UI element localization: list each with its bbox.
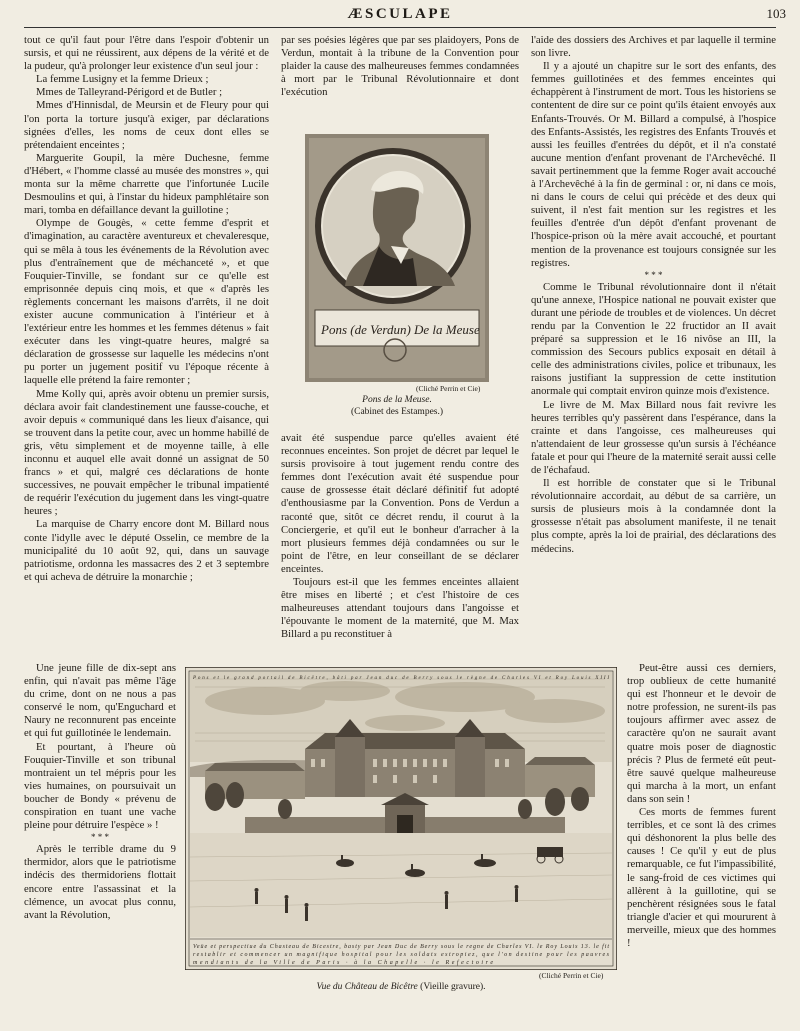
engraving-credit: (Cliché Perrin et Cie) bbox=[539, 971, 604, 980]
bicetre-engraving bbox=[185, 667, 617, 970]
paragraph: tout ce qu'il faut pour l'être dans l'espoir d'obtenir un sursis, et qui ne réussirent, aux dépens de la vérité et de la pudeur, qu'à prolonger leur existence d'un seul jour : bbox=[24, 34, 269, 73]
paragraph: Mme Kolly qui, après avoir obtenu un premier sursis, déclara avoir fait clandestinement une fausse-couche, et avoir depuis « communiqué dans les lieux d'aisance, qui se trouvent dans la petite cour, avec un homme habillé de gris, vêtu simplement et de moyenne taille, à elle inconnu et auquel elle avait donné un assignat de 50 francs » et qui, malgré ces déclarations de honte successives, ne pouvait empêcher le tribunal impatienté de requérir l'exécution du jugement dans les vingt-quatre heures ; bbox=[24, 387, 270, 518]
paragraph: Mmes de Talleyrand-Périgord et de Butler ; bbox=[36, 86, 223, 99]
portrait-engraving bbox=[305, 134, 489, 382]
paragraph: par ses poésies légères que par ses plaidoyers, Pons de Verdun, montait à la tribune de la Convention pour plaider la cause des malheureuses femmes condamnées à mort par le Tribunal Révolutionnaire et dont l'exécution bbox=[281, 34, 519, 99]
paragraph: Il est horrible de constater que si le Tribunal révolutionnaire accordait, au début de sa carrière, un sursis de plusieurs mois à la condamnée dont la grossesse n'était pas absolument manifeste, il ne tenait plus compte, après la loi de prairial, des déclarations des médecins. bbox=[531, 477, 776, 555]
column-2-top bbox=[281, 34, 519, 99]
portrait-caption-title: Pons de la Meuse. bbox=[362, 395, 432, 405]
column-3 bbox=[531, 34, 776, 556]
paragraph: Après le terrible drame du 9 thermidor, alors que le patriotisme indécis des thermidoriens flottait encore entre l'assassinat et la clémence, un avocat plus connu, avant la Révolution, bbox=[24, 843, 176, 921]
journal-title: ÆSCULAPE bbox=[347, 6, 453, 22]
engraving-caption-title: Vue du Château de Bicêtre bbox=[316, 982, 418, 992]
paragraph: Une jeune fille de dix-sept ans enfin, qui n'avait pas même l'âge du crime, dont on ne nous a pas conservé le nom, qu'Enguchard et Naury ne reconnurent pas enceinte et qui fut guillotinée le lendemain. bbox=[24, 662, 176, 740]
engraving-top-inscription: Pons et le grand portail de Bicêtre, bâti par Jean duc de Berry sous le règne de Charles VI et Roy Louis XIII bbox=[193, 676, 609, 681]
paragraph: Il y a ajouté un chapitre sur le sort des enfants, des femmes guillotinées et des femmes enceintes qui échappèrent à l'instrument de mort. Tous les historiens se contentent de dire sur ce point qu'ils étaient envoyés aux Enfants-Trouvés. Or M. Billard a compulsé, à l'hospice des Enfants-Assistés, les registres des Enfants Trouvés et aussi les feuilles d'entrées du dépôt, et il n'a constaté aucune mention d'enfant provenant de l'Archevêché. Il savait pertinemment que la femme Roger avait accouché à l'Archevêché à la fin de germinal : or, ni dans ce mois, ni dans le cours de celui qui précède et des deux qui suivent, il n'est fait mention sur les registres et les feuilles d'entrée d'un dépôt d'enfant provenant de l'hospice-prison où la mère avait accouché, et pourtant mention de la provenance est toujours consignée sur les registres. bbox=[531, 60, 776, 269]
paragraph: Toujours est-il que les femmes enceintes allaient être mises en liberté ; et c'est l'histoire de ces malheureuses attendant toujours dans l'angoisse et l'épouvante le moment de la maternité, que M. Max Billard a pu reconstituer à bbox=[281, 576, 519, 641]
paragraph: avait été suspendue parce qu'elles avaient été reconnues enceintes. Son projet de décret par lequel le sursis provisoire à tout jugement rendu contre des femmes dont l'exécution avait été suspendue pour cause de grossesse était déclaré définitif fut adopté d'enthousiasme par la Convention. Pons de Verdun a raconté que, sitôt ce décret rendu, il courut à la Conciergerie, et qu'il eut le bonheur d'arracher à la mort plusieurs femmes déjà condamnées ou sur le point de l'être, en leur conseillant de se déclarer enceintes. bbox=[281, 432, 519, 575]
paragraph: Olympe de Gougès, « cette femme d'esprit et d'imagination, au caractère aventureux et chevaleresque, qui se mêla à tous les événements de la Révolution avec plus d'entraînement que de méchanceté », et que Fouquier-Tinville, se fondant sur ce qu'elle est emprisonnée depuis cinq mois, et que « d'après les règlements concernant les maisons d'arrêts, il ne doit exister aucune communication à l'intérieur et à l'extérieur entre les hommes et les femmes détenus » fait exécuter dans les vingt-quatre heures, malgré sa déclaration de grossesse sur laquelle les médecins n'ont pu porter un jugement positif vu l'époque récente à laquelle elle prétend la faire remonter ; bbox=[24, 217, 269, 387]
portrait-caption-source: (Cabinet des Estampes.) bbox=[350, 407, 444, 417]
paragraph: Ces morts de femmes furent terribles, et ce sont là des crimes qui déshonorent la plus belle des causes ! Ce qu'il y eut de plus remarquable, ce fut l'impassibilité, le sang-froid de ces victimes qui allèrent à la guillotine, qui se penchèrent résignées sous le fatal triangle d'acier et qui moururent à merveille, mieux que des hommes ! bbox=[627, 806, 776, 949]
paragraph: l'aide des dossiers des Archives et par laquelle il termine son livre. bbox=[531, 34, 776, 60]
name-plate bbox=[315, 310, 480, 346]
column-1-narrow bbox=[24, 662, 176, 922]
engraving-caption bbox=[185, 981, 617, 993]
portrait-medallion bbox=[315, 148, 471, 304]
paragraph: La femme Lusigny et la femme Drieux ; bbox=[36, 73, 209, 86]
engraving-caption-suffix: (Vieille gravure). bbox=[420, 982, 486, 992]
paragraph: Peut-être aussi ces derniers, trop oublieux de cette humanité qui est l'honneur et le devoir de notre profession, ne surent-ils pas toujours affirmer avec assez de caractère qu'on ne saurait avant quatre mois poser de diagnostic précis ? Plus de fermeté eût peut-être sauvé quelque malheureuse qui marcha à la mort, un enfant dans son sein ! bbox=[627, 662, 776, 805]
engraving-inscription-line-3: mendiants de la Ville de Paris · à la Chapelle · le Refectoire bbox=[193, 960, 494, 966]
paragraph: La marquise de Charry encore dont M. Billard nous conte l'idylle avec le député Osselin, ce membre de la municipalité du 10 août 92, qui, dans un sauvage patriotisme, ordonna les massacres des 2 et 3 septembre et qui acheva de détruire la monarchie ; bbox=[24, 518, 269, 583]
paragraph: Et pourtant, à l'heure où Fouquier-Tinville et son tribunal montraient un tel mépris pour les vies humaines, on poursuivait un boucher de Bondy « prévenu de conspiration en tuant une vache pleine pour détruire l'espèce » ! bbox=[24, 740, 176, 832]
section-separator: * * * bbox=[644, 269, 663, 280]
plate-inscription: Pons (de Verdun) De la Meuse bbox=[321, 322, 480, 337]
paragraph: Le livre de M. Max Billard nous fait revivre les heures terribles qu'y passèrent dans l'espérance, dans la crainte et dans l'angoisse, ces malheureuses qui n'attendaient de leur grossesse qu'un sursis à l'échéance fatale et pour qui l'heure de la maternité serait aussi celle de l'échafaud. bbox=[531, 398, 776, 476]
column-2-bottom bbox=[281, 432, 519, 642]
engraving-inscription-line-2: restablir et commencer un magnifique hospital pour les soldats estropiez, que l'on destine pour les pauvres bbox=[193, 952, 609, 958]
portrait-credit: (Cliché Perrin et Cie) bbox=[416, 384, 481, 393]
paragraph: Marguerite Goupil, la mère Duchesne, femme d'Hébert, « l'homme classé au musée des monstres », qui monta sur la même charrette que l'infortunée Lucile Desmoulins et qui, à l'instar du hideux pamphlétaire son mari, tomba en défaillance devant la guillotine ; bbox=[24, 151, 269, 217]
section-separator: * * * bbox=[91, 832, 109, 843]
paragraph: Mmes d'Hinnisdal, de Meursin et de Fleury pour qui l'on porta la torture jusqu'à exiger, par déclarations signées d'elles, les noms de ceux dont elles se prétendaient enceintes ; bbox=[24, 99, 269, 151]
page-number: 103 bbox=[766, 6, 786, 21]
portrait-caption bbox=[305, 394, 489, 418]
column-1 bbox=[24, 34, 269, 584]
engraving-inscription-line-1: Veüe et perspectiue du Chasteau de Bicestre, basty par Jean Duc de Berry sous le regne de Charles VI. le Roy Louis 13. le fit bbox=[193, 944, 610, 950]
column-3-narrow bbox=[627, 662, 776, 950]
header-rule bbox=[24, 27, 776, 28]
paragraph: Comme le Tribunal révolutionnaire dont il n'était qu'une annexe, l'Hospice national ne pouvait exister que durant une période de troubles et de violences. Un décret rendu par la Convention le 22 fructidor an II avait préparé sa suppression et le 16 nivôse an III, la commission des Secours publics exposait en détail à celle des administrations civiles, police et tribunaux, les raisons justifiant la suppression de cette institution anormale qui comptait environ quinze mois d'existence. bbox=[531, 280, 776, 398]
